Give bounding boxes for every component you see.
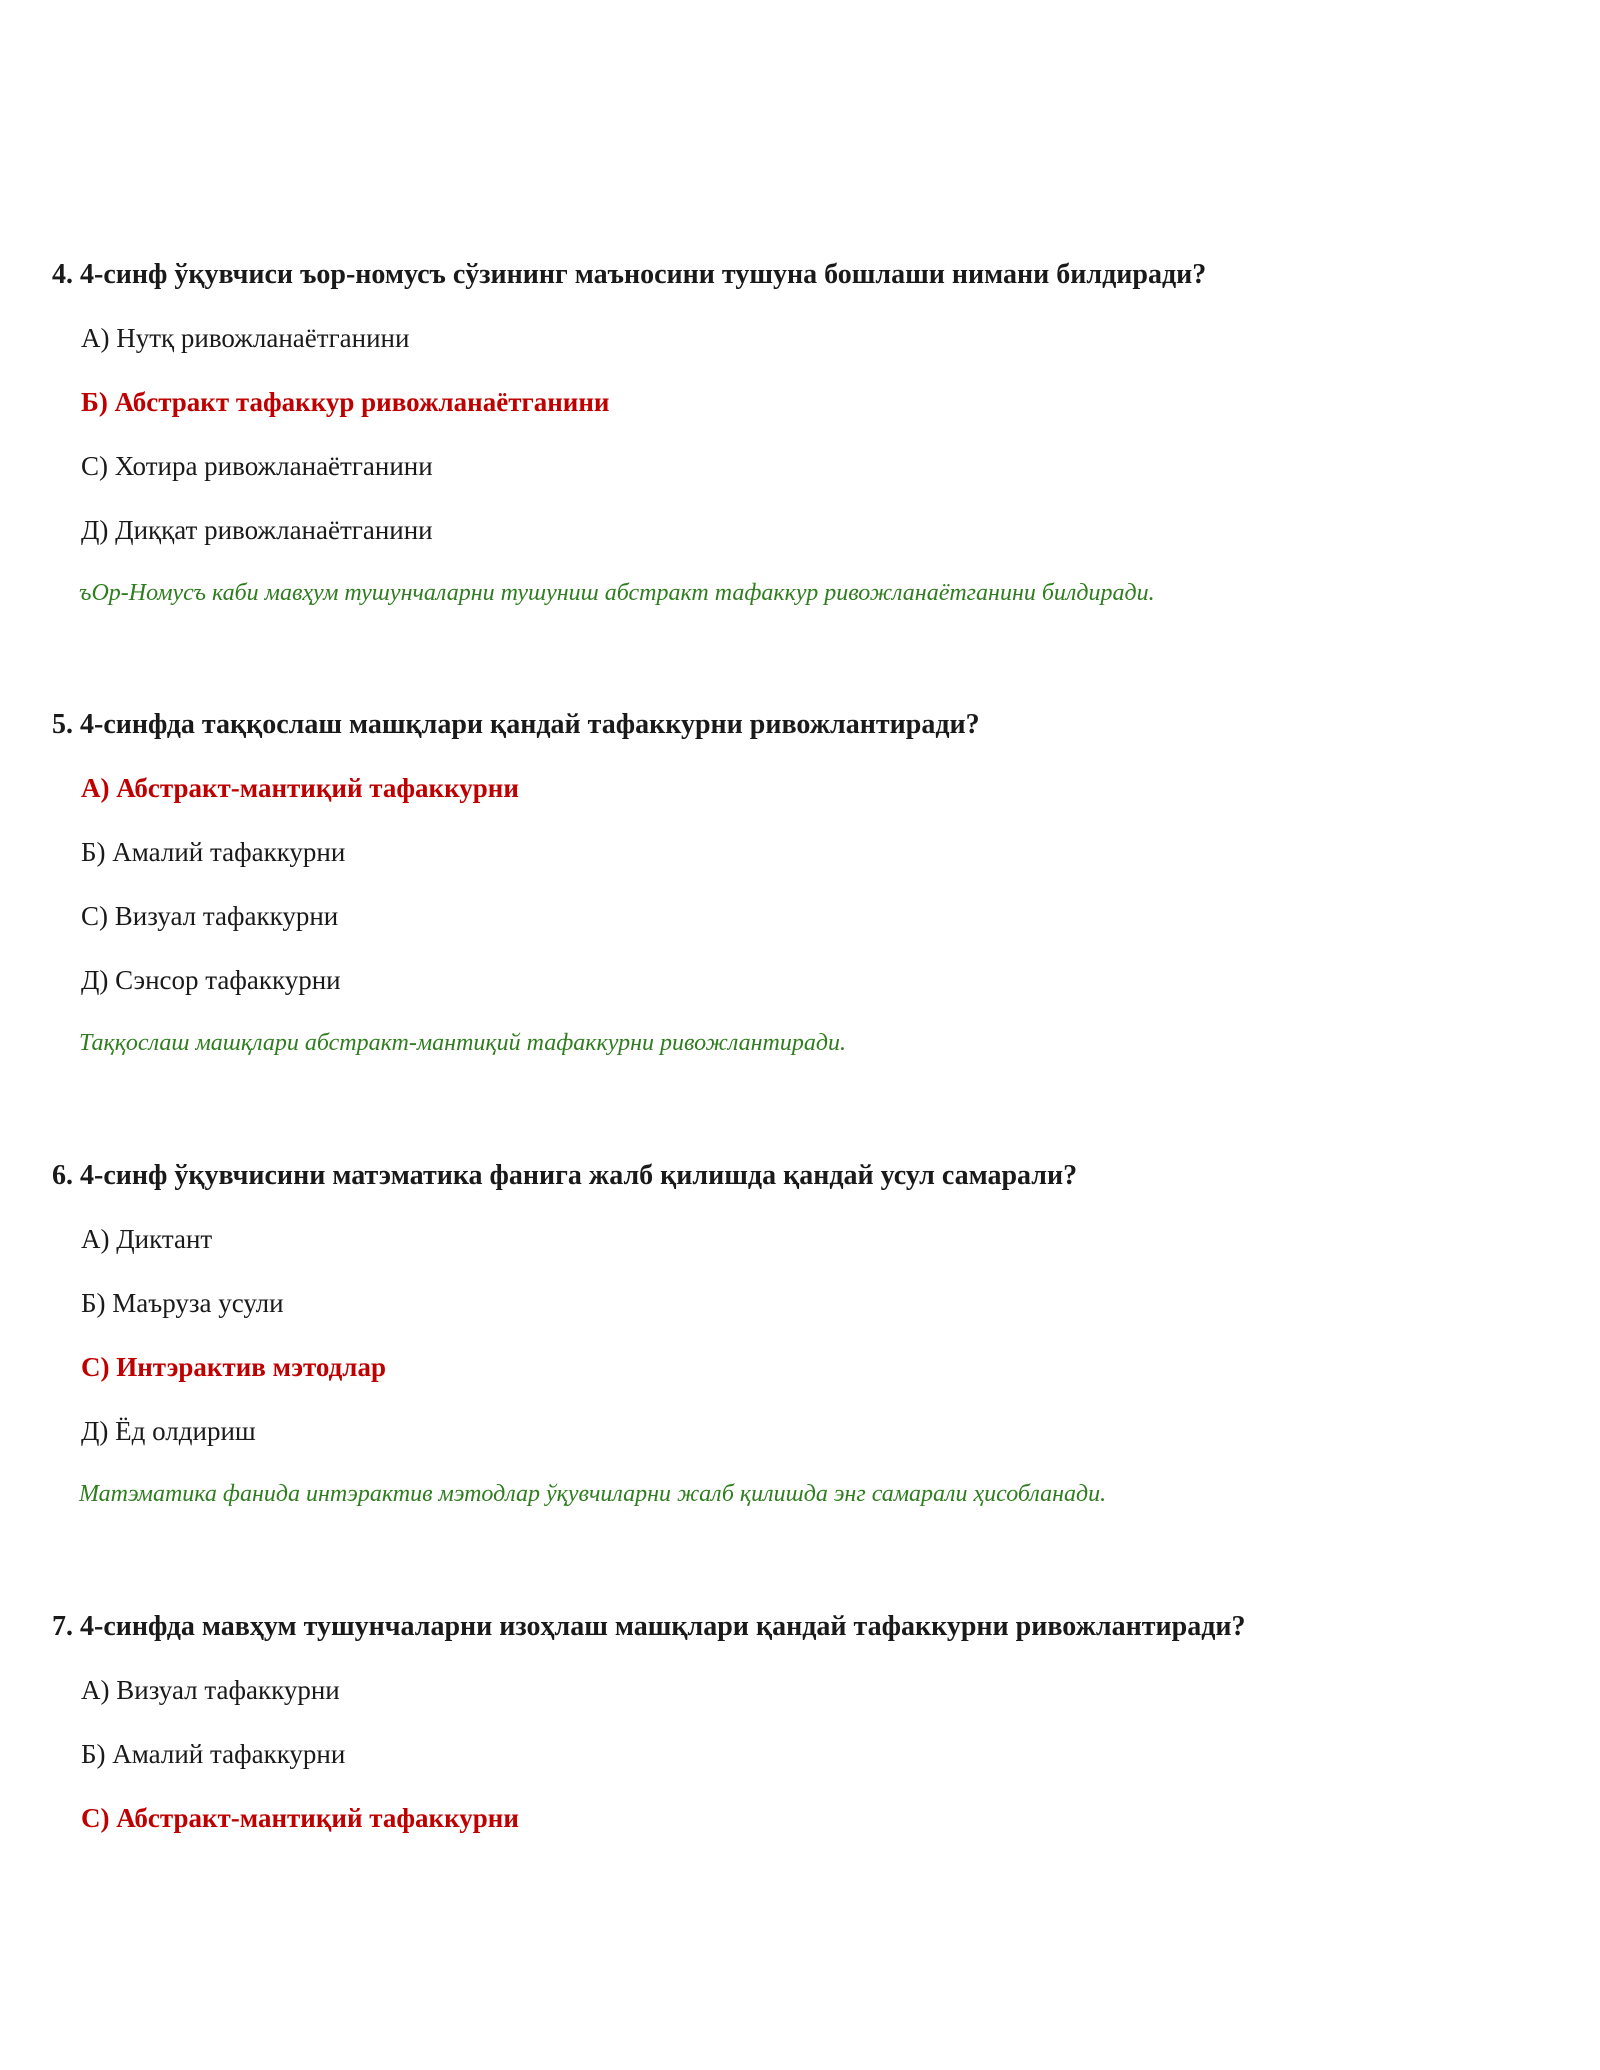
answer-option: С) Хотира ривожланаётганини bbox=[81, 451, 433, 481]
correct-answer-option: С) Интэрактив мэтодлар bbox=[81, 1352, 386, 1382]
answer-explanation: ъОр-Номусъ каби мавҳум тушунчаларни тушуниш абстракт тафаккур ривожланаётганини билдиради. bbox=[79, 580, 1155, 606]
correct-answer-option: С) Абстракт-мантиқий тафаккурни bbox=[81, 1803, 519, 1833]
answer-option: А) Визуал тафаккурни bbox=[81, 1675, 340, 1705]
answer-option: Б) Амалий тафаккурни bbox=[81, 837, 346, 867]
correct-answer-option: А) Абстракт-мантиқий тафаккурни bbox=[81, 773, 519, 803]
answer-option: Б) Маъруза усули bbox=[81, 1288, 284, 1318]
question-block bbox=[52, 708, 1552, 1056]
answer-option: Б) Амалий тафаккурни bbox=[81, 1739, 346, 1769]
answer-explanation: Таққослаш машқлари абстракт-мантиқий тафаккурни ривожлантиради. bbox=[79, 1030, 846, 1056]
question-block bbox=[52, 1610, 1552, 1833]
question-title: 6. 4-синф ўқувчисини матэматика фанига жалб қилишда қандай усул самарали? bbox=[52, 1160, 1078, 1191]
question-title: 4. 4-синф ўқувчиси ъор-номусъ сўзининг маъносини тушуна бошлаши нимани билдиради? bbox=[52, 259, 1207, 290]
correct-answer-option: Б) Абстракт тафаккур ривожланаётганини bbox=[81, 387, 610, 417]
answer-option: Д) Ёд олдириш bbox=[81, 1416, 256, 1446]
question-block bbox=[52, 258, 1552, 606]
question-title: 5. 4-синфда таққослаш машқлари қандай тафаккурни ривожлантиради? bbox=[52, 709, 980, 740]
question-title: 7. 4-синфда мавҳум тушунчаларни изоҳлаш машқлари қандай тафаккурни ривожлантиради? bbox=[52, 1611, 1246, 1642]
answer-option: Д) Сэнсор тафаккурни bbox=[81, 965, 341, 995]
answer-option: А) Нутқ ривожланаётганини bbox=[81, 323, 410, 353]
question-block bbox=[52, 1159, 1552, 1507]
answer-option: Д) Диққат ривожланаётганини bbox=[81, 515, 433, 545]
answer-option: С) Визуал тафаккурни bbox=[81, 901, 339, 931]
answer-option: А) Диктант bbox=[81, 1224, 213, 1254]
answer-explanation: Матэматика фанида интэрактив мэтодлар ўқувчиларни жалб қилишда энг самарали ҳисобланади. bbox=[79, 1481, 1107, 1507]
